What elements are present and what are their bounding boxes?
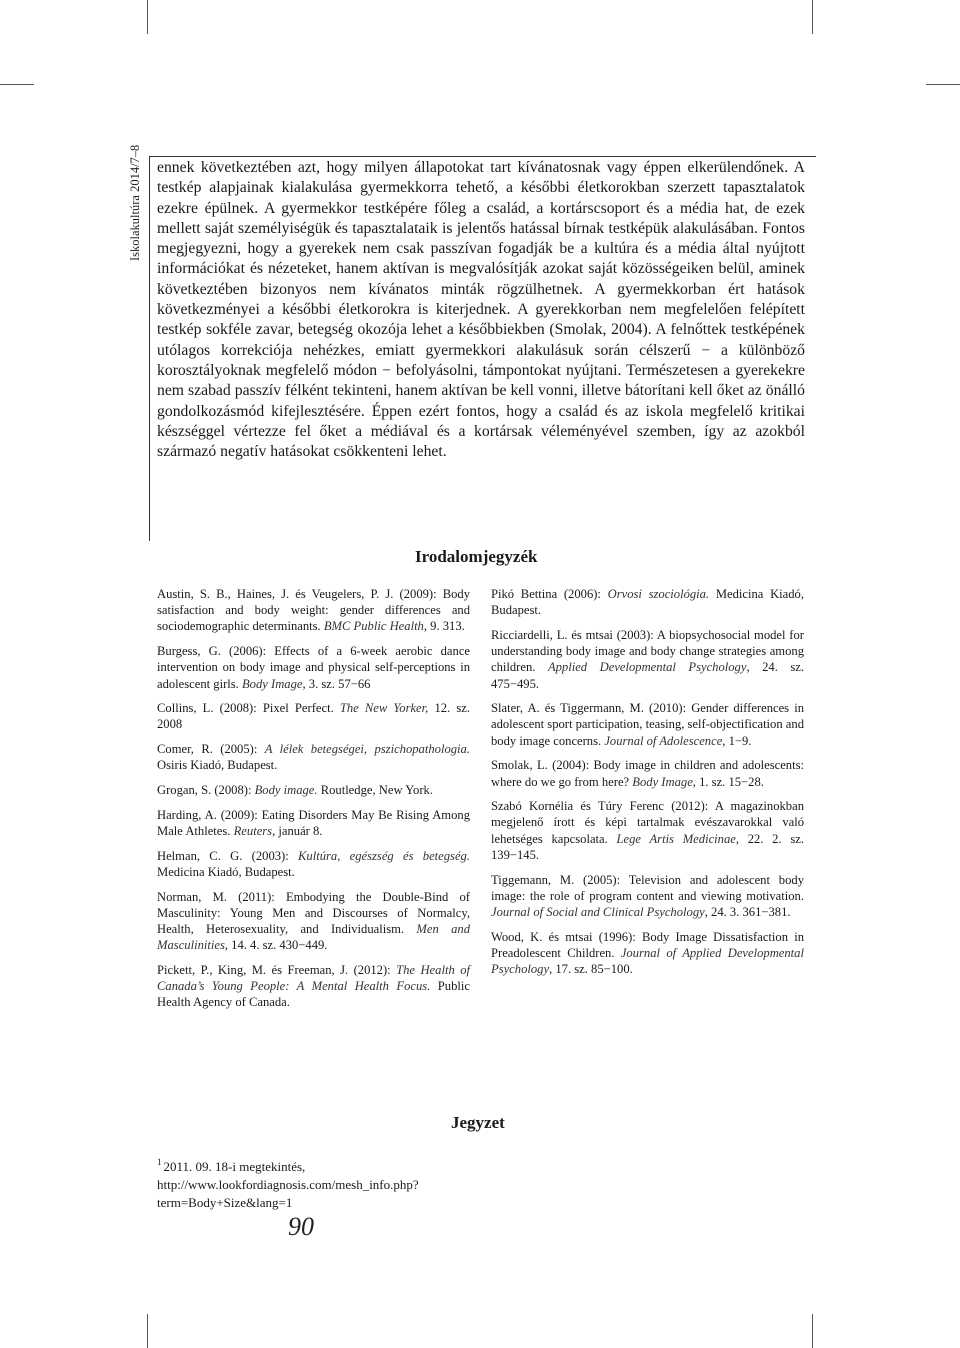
footnote (157, 1153, 477, 1212)
running-title (126, 144, 146, 261)
vertical-rule (149, 156, 150, 541)
reference-text: Austin, S. B., Haines, J. és Veugelers, P. J. (2009): Body satisfaction and body weight: gender differences and sociodemographic determinants. (157, 587, 470, 634)
crop-mark (0, 84, 34, 85)
reference-entry (157, 741, 470, 773)
reference-source: Journal of Applied Developmental Psychology (491, 945, 804, 977)
reference-text: Norman, M. (2011): Embodying the Double-Bind of Masculinity: Young Men and Discourses of Normalcy, Health, Heterosexuality, and Individualism. (157, 889, 470, 936)
reference-text: Helman, C. G. (2003): (157, 848, 299, 863)
crop-mark (147, 1314, 148, 1348)
reference-entry (491, 627, 804, 692)
reference-details: , január 8. (272, 823, 323, 838)
reference-text: Collins, L. (2008): Pixel Perfect. (157, 701, 340, 716)
footnote-text: 2011. 09. 18-i megtekintés, http://www.lookfordiagnosis.com/mesh_info.php?term=Body+Size&lang=1 (157, 1159, 419, 1210)
reference-source: The Health of Canada’s Young People: A Mental Health Focus. (157, 962, 470, 994)
reference-text: Szabó Kornélia és Túry Ferenc (2012): A magazinokban megjelenő írott és képi tartalmak evészavarokkal való lehetséges kapcsolata. (491, 799, 804, 846)
reference-source: Body image. (254, 783, 318, 798)
reference-source: A lélek betegségei, pszichopathologia. (264, 742, 470, 757)
reference-text: Burgess, G. (2006): Effects of a 6-week aerobic dance intervention on body image and physical self-perceptions in adolescent girls. (157, 644, 470, 691)
page-number: 90 (288, 1212, 314, 1241)
crop-mark (147, 0, 148, 34)
reference-entry (491, 798, 804, 863)
reference-source: Lege Artis Medicinae (616, 831, 736, 846)
reference-source: Body Image (241, 676, 303, 691)
reference-entry (491, 700, 804, 749)
reference-details: , 3. sz. 57−66 (302, 676, 371, 691)
reference-details: , 17. sz. 85−100. (549, 962, 633, 977)
reference-entry (491, 586, 804, 618)
reference-details: , 22. 2. sz. 139−145. (491, 831, 804, 862)
top-rule (149, 156, 816, 157)
reference-text: Wood, K. és mtsai (1996): Body Image Dissatisfaction in Preadolescent Children. (491, 929, 804, 960)
reference-entry (157, 962, 470, 1011)
reference-details: Routledge, New York. (317, 783, 433, 798)
reference-source: Kultúra, egészség és betegség. (298, 848, 470, 863)
reference-details: , 1−9. (722, 733, 752, 748)
reference-entry (157, 889, 470, 954)
reference-text: Slater, A. és Tiggermann, M. (2010): Gender differences in adolescent sport participation, teasing, self-objectification and body image concerns. (491, 701, 804, 748)
reference-source: Journal of Social and Clinical Psychology (491, 904, 705, 919)
reference-entry (157, 643, 470, 692)
reference-entry (491, 872, 804, 921)
references-heading: Irodalomjegyzék (415, 547, 538, 566)
reference-text: Ricciardelli, L. és mtsai (2003): A biopsychosocial model for understanding body image and body change strategies among children. (491, 627, 804, 675)
reference-details: , 24. sz. 475−495. (491, 660, 805, 691)
reference-entry (491, 757, 804, 789)
reference-source: Men and Masculinities (157, 921, 470, 953)
reference-details: Medicina Kiadó, Budapest. (157, 864, 295, 879)
footnote-number: 1 (157, 1157, 162, 1167)
crop-mark (812, 0, 813, 34)
reference-text: Pikó Bettina (2006): (491, 587, 608, 601)
reference-entry (157, 848, 470, 880)
reference-details: , 9. 313. (423, 619, 465, 634)
running-title-text: Iskolakultúra 2014/7–8 (128, 144, 142, 261)
reference-source: Applied Developmental Psychology (547, 660, 747, 675)
reference-source: The New Yorker, (339, 701, 429, 716)
reference-details: Osiris Kiadó, Budapest. (157, 758, 278, 773)
reference-text: Grogan, S. (2008): (157, 783, 255, 798)
reference-entry (157, 700, 470, 732)
notes-heading: Jegyzet (451, 1113, 505, 1132)
reference-source: Reuters (233, 823, 273, 838)
reference-entry (491, 929, 804, 978)
reference-text: Harding, A. (2009): Eating Disorders May Be Rising Among Male Athletes. (157, 807, 470, 838)
reference-text: Tiggemann, M. (2005): Television and adolescent body image: the role of program content and viewing motivation. (491, 872, 804, 903)
reference-details: Public Health Agency of Canada. (157, 979, 470, 1010)
reference-details: Medicina Kiadó, Budapest. (491, 587, 804, 618)
reference-text: Comer, R. (2005): (157, 742, 265, 757)
reference-text: Pickett, P., King, M. és Freeman, J. (2012): (157, 962, 397, 977)
reference-details: 12. sz. 2008 (157, 701, 470, 732)
reference-source: Journal of Adolescence (604, 733, 723, 748)
reference-entry (157, 782, 470, 798)
reference-details: , 14. 4. sz. 430−449. (224, 938, 328, 953)
reference-source: Body Image (632, 774, 693, 789)
reference-source: Orvosi szociológia. (607, 587, 710, 601)
reference-details: , 1. sz. 15−28. (692, 774, 764, 789)
crop-mark (926, 84, 960, 85)
reference-entry (157, 807, 470, 839)
reference-text: Smolak, L. (2004): Body image in children and adolescents: where do we go from here? (491, 758, 804, 789)
main-paragraph: ennek következtében azt, hogy milyen állapotokat tart kívánatosnak vagy éppen elkerülendőnek. A testkép alapjainak kialakulása gyermekkorra tehető, a későbbi életkorokban szerzett tapasztalatok ezekre épülnek. A gyermekkor testképére főleg a család, a kortárscsoport és a média hat, de ezek mellett saját személyiségük és tapasztalataik is jelentős hatással bírnak testképük alakulásában. Fontos megjegyezni, hogy a gyerekek nem csak passzívan fogadják be a kultúra és a média által nyújtott információkat és nézeteket, hanem aktívan is megvalósítják azokat saját közösségeiken belül, aminek következtében bizonyos nem kívánatos minták rögzülhetnek. A gyermekkorban ért hatások következményei a későbbi életkorokra is kiterjednek. A gyerekkorban nem megfelelően felépített testkép sokféle zavar, betegség okozója lehet a későbbiekben (Smolak, 2004). A felnőttek testképének utólagos korrekciója nehézkes, emiatt gyermekkori alakulásuk során célszerű − a különböző korosztályoknak megfelelő módon − befolyásolni, támpontokat nyújtani. Természetesen a gyerekekre nem szabad passzív félként tekinteni, hanem aktívan be kell vonni, illetve bátorítani kell őket az önálló gondolkozásmód kifejlesztésére. Éppen ezért fontos, hogy a család és az iskola megfelelő kritikai készséggel vértezze fel őket a médiával és a kortársak véleményével szemben, így az azokból származó negatív hatásokat csökkenteni lehet. (157, 159, 805, 461)
reference-details: , 24. 3. 361−381. (704, 904, 791, 919)
references-left-column (157, 586, 470, 1019)
reference-source: BMC Public Health (323, 619, 424, 634)
reference-entry (157, 586, 470, 635)
references-right-column (491, 586, 804, 986)
crop-mark (812, 1314, 813, 1348)
